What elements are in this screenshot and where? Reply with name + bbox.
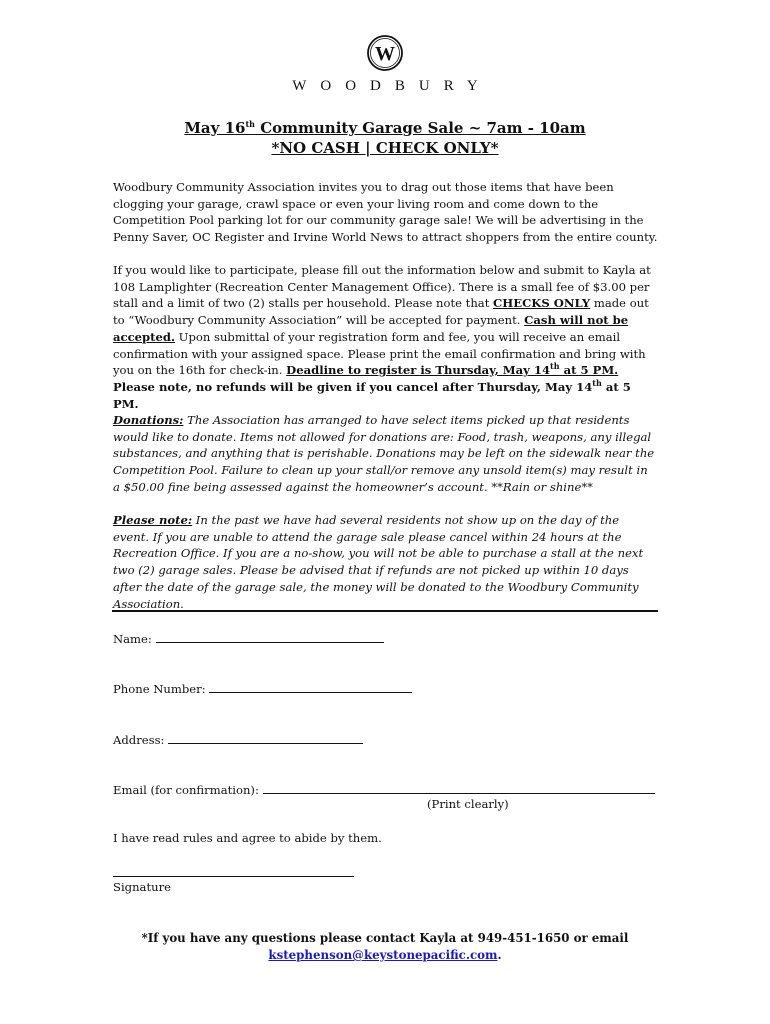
signature-label: Signature xyxy=(113,880,171,894)
address-field xyxy=(113,731,363,748)
title-line-2: *NO CASH | CHECK ONLY* xyxy=(271,139,499,157)
brand-wordmark: WOODBURY xyxy=(292,78,492,94)
section-divider xyxy=(112,610,658,612)
participation-paragraph: If you would like to participate, please fill out the information below and submit to Kayla at 108 Lamplighter (Recreation Center Management Office). There is a small fee of $3.00 per stall and a limit of two (2) stalls per household. Please note that CHECKS ONLY made out to “Woodbury Community Association” will be accepted for payment. Cash will not be accepted. Upon submittal of your registration form and fee, you will receive an email confirmation with your assigned space. Please print the email confirmation and bring with you on the 16th for check-in. Deadline to register is Thursday, May 14th at 5 PM. Please note, no refunds will be given if you cancel after Thursday, May 14th at 5 PM. xyxy=(113,263,651,411)
agreement-statement: I have read rules and agree to abide by them. xyxy=(113,831,382,845)
contact-info xyxy=(0,930,770,964)
name-input-line[interactable] xyxy=(156,630,384,643)
woodbury-emblem-icon xyxy=(366,34,404,72)
woodbury-logo xyxy=(0,34,770,95)
phone-input-line[interactable] xyxy=(209,680,412,693)
page-title xyxy=(0,118,770,158)
name-field xyxy=(113,630,384,647)
name-label: Name: xyxy=(113,632,156,646)
svg-text:W: W xyxy=(375,43,395,65)
email-field xyxy=(113,781,655,798)
title-line-1: May 16th Community Garage Sale ~ 7am - 10am xyxy=(184,119,586,137)
signature-line[interactable] xyxy=(113,876,354,877)
please-note-paragraph: Please note: In the past we have had several residents not show up on the day of the event. If you are unable to attend the garage sale please cancel within 24 hours at the Recreation Office. If you are a no-show, you will not be able to purchase a stall at the next two (2) garage sales. Please be advised that if refunds are not picked up within 10 days after the date of the garage sale, the money will be donated to the Woodbury Community Association. xyxy=(113,513,644,611)
contact-email-link[interactable]: kstephenson@keystonepacific.com xyxy=(268,948,498,962)
email-input-line[interactable] xyxy=(263,781,655,794)
intro-paragraph: Woodbury Community Association invites you to drag out those items that have been clogging your garage, crawl space or even your living room and come down to the Competition Pool parking lot for our community garage sale! We will be advertising in the Penny Saver, OC Register and Irvine World News to attract shoppers from the entire county. xyxy=(113,180,658,245)
donations-paragraph: Donations: The Association has arranged to have select items picked up that residents would like to donate. Items not allowed for donations are: Food, trash, weapons, any illegal substances, and anything that is perishable. Donations may be left on the sidewalk near the Competition Pool. Failure to clean up your stall/or remove any unsold item(s) may result in a $50.00 fine being assessed against the homeowner’s account. **Rain or shine** xyxy=(113,413,655,494)
contact-line: *If you have any questions please contact Kayla at 949-451-1650 or email xyxy=(141,931,629,945)
email-label: Email (for confirmation): xyxy=(113,783,263,797)
address-label: Address: xyxy=(113,733,169,747)
print-clearly-note: (Print clearly) xyxy=(427,797,509,811)
phone-label: Phone Number: xyxy=(113,682,210,696)
phone-field xyxy=(113,680,412,697)
contact-period: . xyxy=(497,948,502,962)
address-input-line[interactable] xyxy=(168,731,363,744)
